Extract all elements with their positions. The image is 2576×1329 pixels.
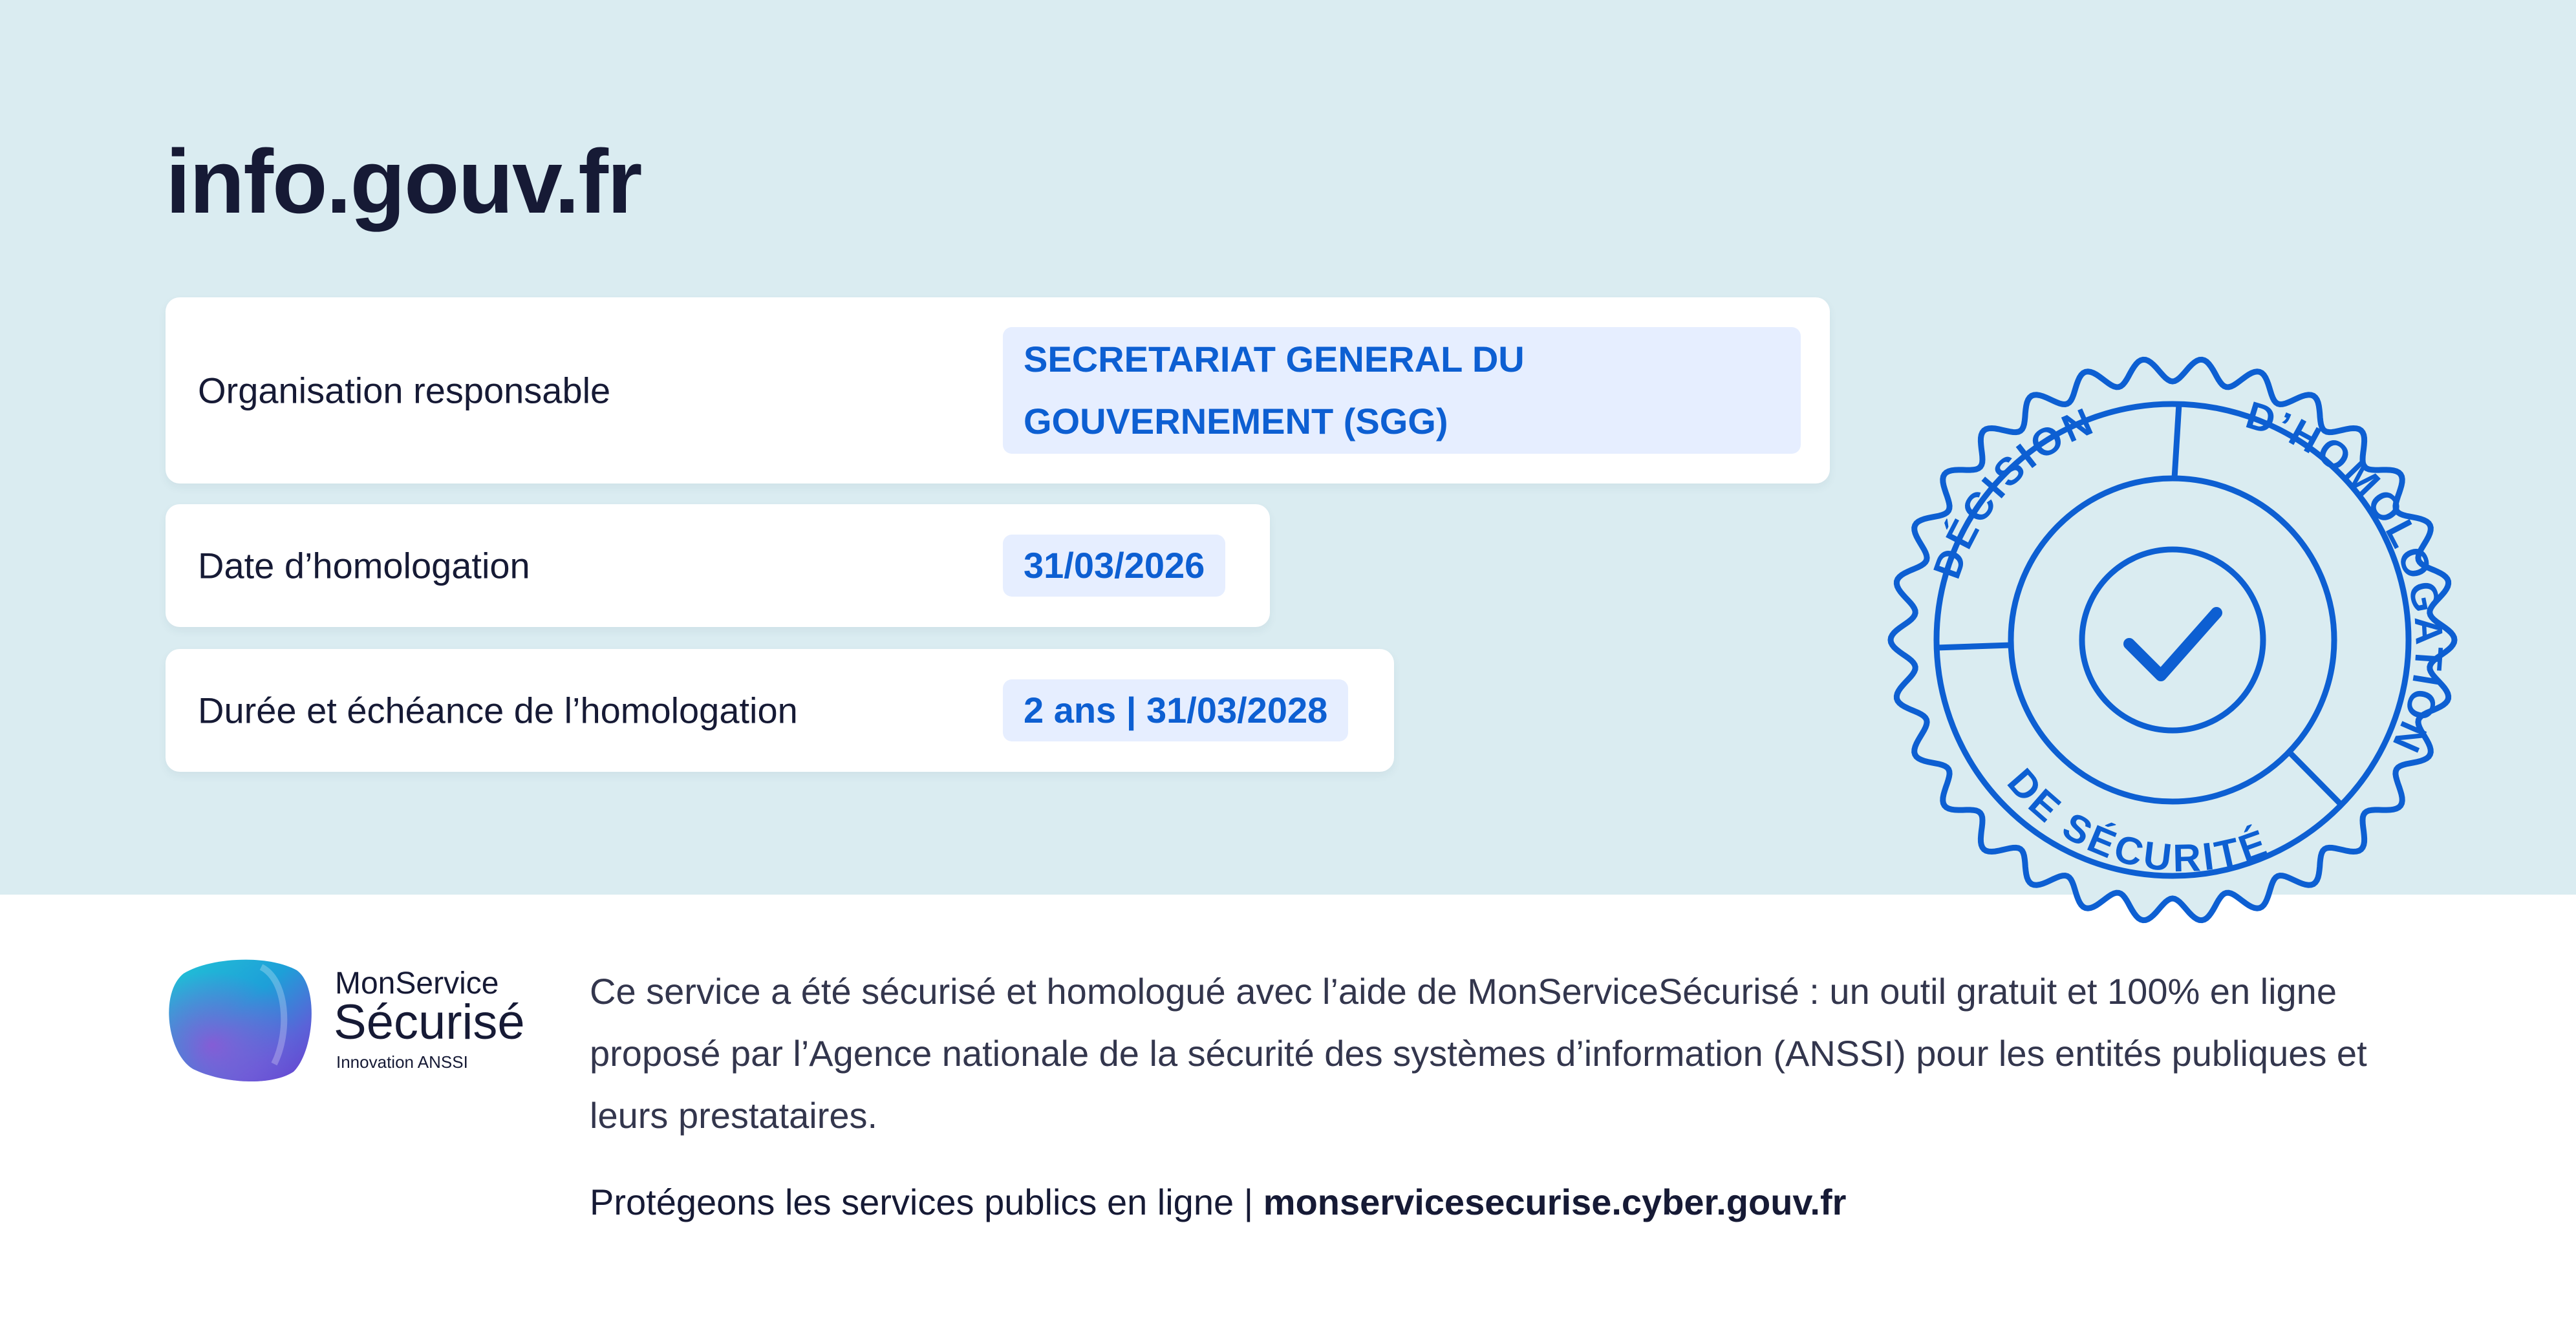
duration-label: Durée et échéance de l’homologation xyxy=(198,690,798,731)
organisation-label: Organisation responsable xyxy=(198,370,611,411)
seal-text-decision: DÉCISION xyxy=(1924,398,2102,584)
date-card xyxy=(166,504,1270,627)
page-title: info.gouv.fr xyxy=(166,131,641,232)
organisation-value-line2: GOUVERNEMENT (SGG) xyxy=(1024,401,1448,441)
logo-blob-icon xyxy=(164,954,317,1083)
duration-value: 2 ans | 31/03/2028 xyxy=(1003,679,1348,741)
date-value: 31/03/2026 xyxy=(1003,535,1225,597)
logo-text-innovation: Innovation ANSSI xyxy=(336,1052,468,1072)
logo-text-securise: Sécurisé xyxy=(334,995,525,1050)
seal-wavy-border xyxy=(1891,359,2454,920)
monservicesecurise-logo xyxy=(164,954,526,1083)
seal-text-securite: DE SÉCURITÉ xyxy=(1999,760,2275,880)
organisation-card xyxy=(166,297,1830,484)
homologation-seal xyxy=(1875,343,2470,937)
footer-tagline xyxy=(590,1171,1846,1233)
monservicesecurise-link[interactable]: monservicesecurise.cyber.gouv.fr xyxy=(1263,1182,1847,1222)
logo-text-monservice: MonService xyxy=(335,966,499,1001)
organisation-value xyxy=(1003,327,1801,454)
service-description: Ce service a été sécurisé et homologué avec l’aide de MonServiceSécurisé : un outil gratuit et 100% en ligne proposé par l’Agence nationale de la sécurité des systèmes d’information (ANSSI) pour les entités publiques et leurs prestataires. xyxy=(590,971,2367,1136)
seal-divider-left xyxy=(1937,645,2011,648)
tagline-text: Protégeons les services publics en ligne | xyxy=(590,1182,1263,1222)
duration-card xyxy=(166,649,1394,772)
organisation-value-line1: SECRETARIAT GENERAL DU xyxy=(1024,339,1525,379)
seal-text-homologation: D’HOMOLOGATION xyxy=(2241,392,2451,761)
date-label: Date d’homologation xyxy=(198,545,530,586)
